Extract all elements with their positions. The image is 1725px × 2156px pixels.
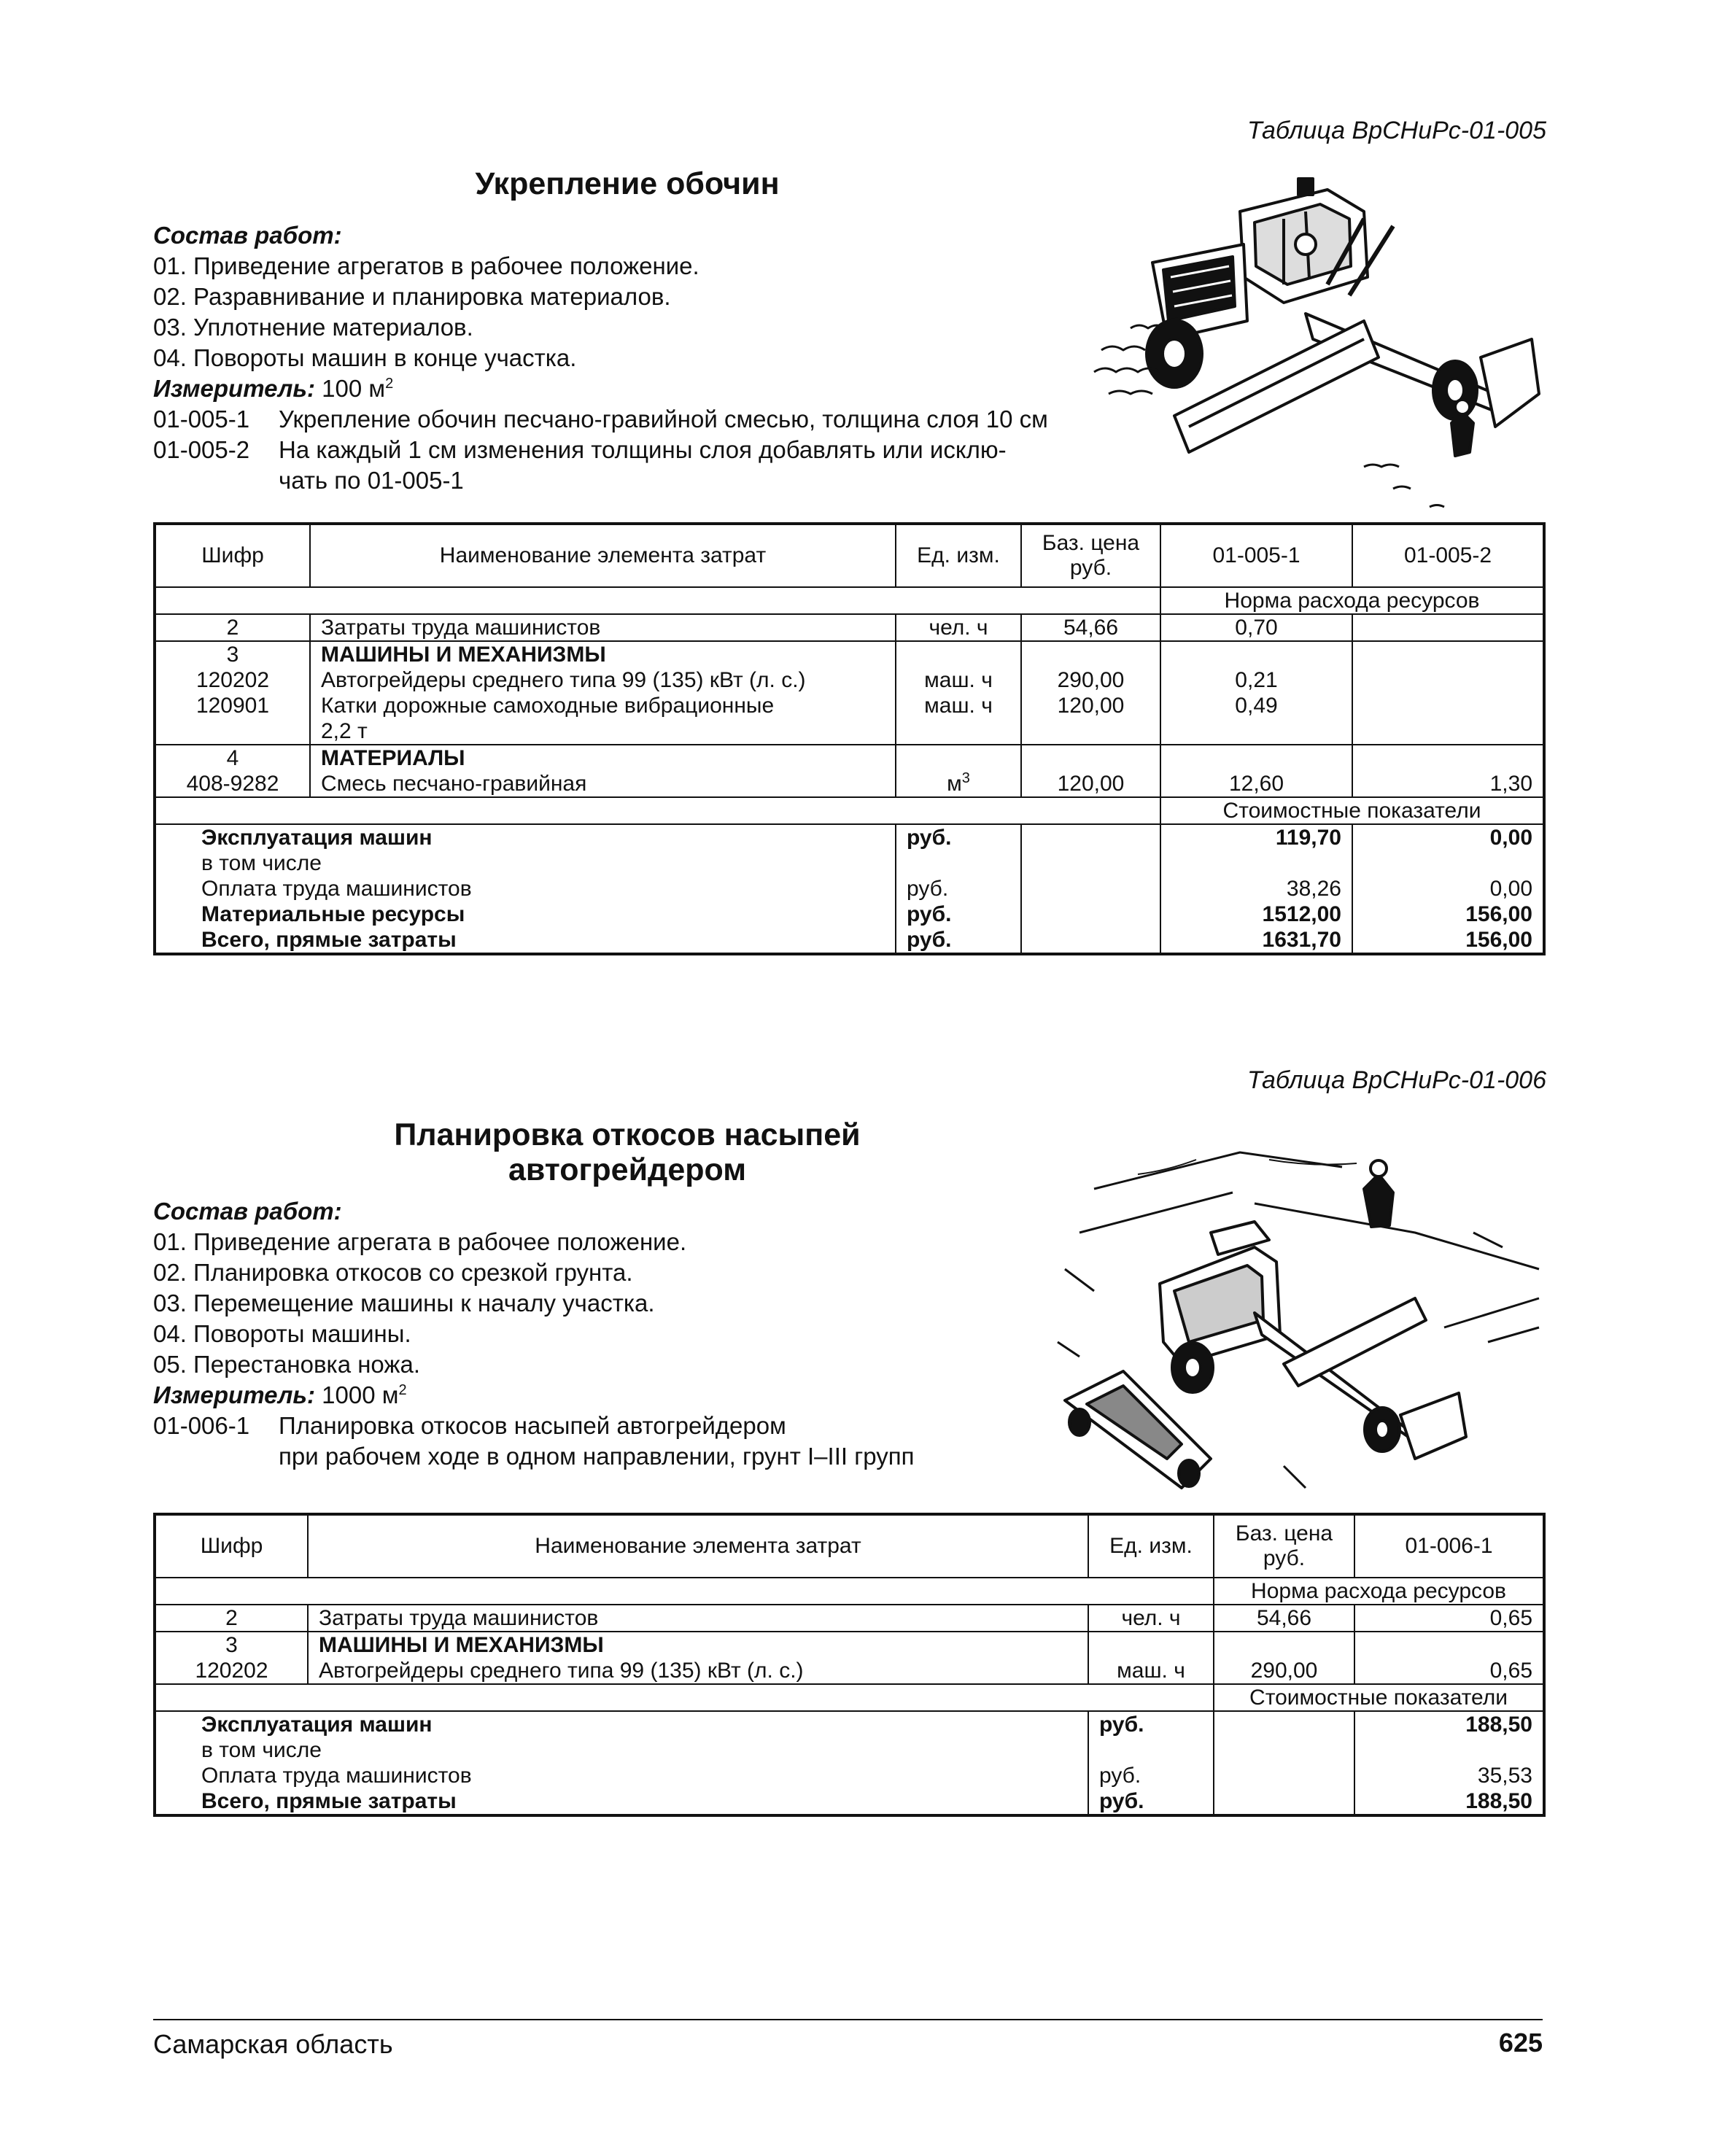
unit-cell: маш. ч [896, 693, 1021, 718]
value-cell: 1,30 [1352, 771, 1544, 797]
value-cell: 0,00 [1352, 824, 1544, 850]
meter-label: Измеритель: [153, 1381, 315, 1408]
price-cell: 54,66 [1214, 1605, 1354, 1632]
work-step: 04. Повороты машины. [153, 1320, 411, 1347]
work-step: 03. Перемещение машины к началу участка. [153, 1290, 655, 1317]
cost-label: Стоимостные показатели [1160, 797, 1544, 824]
header-cell: 01-005-1 [1160, 524, 1352, 587]
work-step: 03. Уплотнение материалов. [153, 314, 473, 341]
name-cell: Затраты труда машинистов [310, 614, 896, 641]
work-step: 02. Разравнивание и планировка материалов. [153, 283, 671, 310]
group-heading: МАТЕРИАЛЫ [310, 745, 896, 771]
value-cell: 156,00 [1352, 901, 1544, 927]
unit-text: м [947, 772, 962, 796]
unit-cell: руб. [896, 876, 1021, 901]
resource-table-01-006 [153, 1513, 1546, 1817]
cost-row [155, 1763, 1544, 1788]
unit-cell: руб. [896, 927, 1021, 954]
table-reference: Таблица ВрСНиРс-01-005 [1247, 117, 1546, 144]
table-row [155, 667, 1544, 693]
norm-label: Норма расхода ресурсов [1160, 587, 1544, 614]
value-cell: 1512,00 [1160, 901, 1352, 927]
unit-cell [896, 771, 1021, 797]
title-line: автогрейдером [508, 1152, 747, 1188]
cost-name: Материальные ресурсы [201, 902, 465, 926]
price-cell: 120,00 [1021, 693, 1160, 718]
value-cell: 156,00 [1352, 927, 1544, 954]
cost-name: в том числе [201, 851, 322, 875]
table-reference: Таблица ВрСНиРс-01-006 [1247, 1066, 1546, 1094]
unit-cell: руб. [896, 901, 1021, 927]
meter-sup: 2 [398, 1382, 407, 1398]
unit-cell: маш. ч [1088, 1658, 1214, 1684]
code-cell: 3 [155, 641, 310, 667]
price-cell: 290,00 [1214, 1658, 1354, 1684]
item-code: 01-005-2 [153, 436, 250, 463]
cost-name: Всего, прямые затраты [201, 928, 457, 952]
code-cell: 4 [155, 745, 310, 771]
cost-name: Оплата труда машинистов [201, 877, 472, 901]
name-cell: Затраты труда машинистов [308, 1605, 1088, 1632]
value-cell: 12,60 [1160, 771, 1352, 797]
value-cell: 119,70 [1160, 824, 1352, 850]
work-label: Состав работ: [153, 1198, 342, 1225]
meter-line [153, 373, 1048, 404]
value-cell: 0,70 [1160, 614, 1352, 641]
cost-name: Эксплуатация машин [155, 1711, 1088, 1737]
footer-divider [153, 2019, 1543, 2020]
footer-region: Самарская область [153, 2029, 393, 2059]
table-header-row [155, 524, 1544, 587]
table-row [155, 1632, 1544, 1658]
item-text: На каждый 1 см изменения толщины слоя добавлять или исклю- [279, 436, 1007, 463]
meter-value: 1000 м [322, 1381, 399, 1408]
header-cell: Ед. изм. [1088, 1514, 1214, 1578]
cost-row [155, 901, 1544, 927]
cost-name: Всего, прямые затраты [201, 1789, 457, 1813]
cost-label-row [155, 797, 1544, 824]
item-continuation: при рабочем ходе в одном направлении, грунт I–III групп [279, 1443, 915, 1470]
value-cell: 0,00 [1352, 876, 1544, 901]
cost-row [155, 824, 1544, 850]
work-step: 04. Повороты машин в конце участка. [153, 344, 577, 371]
cost-name: Оплата труда машинистов [201, 1764, 472, 1788]
cost-name: Эксплуатация машин [155, 824, 896, 850]
value-cell: 38,26 [1160, 876, 1352, 901]
group-heading: МАШИНЫ И МЕХАНИЗМЫ [308, 1632, 1088, 1658]
header-cell: Наименование элемента затрат [310, 524, 896, 587]
cost-label-row [155, 1684, 1544, 1711]
table-row [155, 771, 1544, 797]
table-row [155, 641, 1544, 667]
value-cell: 1631,70 [1160, 927, 1352, 954]
cost-row [155, 1711, 1544, 1737]
resource-table-01-005 [153, 522, 1546, 955]
work-label: Состав работ: [153, 222, 342, 249]
price-cell: 120,00 [1021, 771, 1160, 797]
code-cell: 120901 [195, 694, 270, 718]
item-continuation: чать по 01-005-1 [279, 467, 464, 494]
item-code: 01-006-1 [153, 1412, 250, 1439]
code-cell: 2 [155, 614, 310, 641]
work-step: 02. Планировка откосов со срезкой грунта. [153, 1259, 633, 1286]
value-cell: 188,50 [1354, 1788, 1544, 1815]
norm-label-row [155, 587, 1544, 614]
value-cell: 0,65 [1354, 1605, 1544, 1632]
name-cell: Катки дорожные самоходные вибрационные [310, 693, 896, 718]
table-row [155, 693, 1544, 718]
meter-value: 100 м [322, 375, 386, 402]
meter-line [153, 1380, 914, 1411]
header-cell: Шифр [155, 1514, 308, 1578]
item-text: Укрепление обочин песчано-гравийной смесью, толщина слоя 10 см [279, 406, 1048, 433]
section-title: Укрепление обочин [475, 166, 780, 201]
meter-sup: 2 [385, 376, 394, 392]
unit-cell: маш. ч [896, 667, 1021, 693]
page-number: 625 [1498, 2028, 1543, 2058]
unit-cell: чел. ч [1088, 1605, 1214, 1632]
value-cell: 0,21 [1160, 667, 1352, 693]
header-cell: Ед. изм. [896, 524, 1021, 587]
code-cell: 408-9282 [186, 772, 279, 796]
cost-row [155, 1737, 1544, 1763]
item-line [153, 435, 1048, 465]
header-cell: Баз. цена руб. [1214, 1514, 1354, 1578]
value-cell [1352, 693, 1544, 718]
header-cell: 01-006-1 [1354, 1514, 1544, 1578]
header-cell: 01-005-2 [1352, 524, 1544, 587]
item-line [153, 404, 1048, 435]
work-step: 05. Перестановка ножа. [153, 1351, 421, 1378]
value-cell [1352, 667, 1544, 693]
code-cell: 120202 [195, 668, 270, 692]
code-cell [155, 718, 310, 745]
name-cell: 2,2 т [310, 718, 896, 745]
meter-label: Измеритель: [153, 375, 315, 402]
unit-cell: руб. [1088, 1763, 1214, 1788]
table-row [155, 745, 1544, 771]
unit-cell: чел. ч [896, 614, 1021, 641]
cost-row [155, 927, 1544, 954]
table-header-row [155, 1514, 1544, 1578]
cost-row [155, 876, 1544, 901]
name-cell: Автогрейдеры среднего типа 99 (135) кВт (л. с.) [310, 667, 896, 693]
unit-cell: руб. [1088, 1711, 1214, 1737]
value-cell: 0,65 [1354, 1658, 1544, 1684]
work-composition [153, 220, 1048, 496]
unit-sup: 3 [961, 770, 970, 786]
table-row [155, 1605, 1544, 1632]
norm-label-row [155, 1578, 1544, 1605]
header-cell: Баз. цена руб. [1021, 524, 1160, 587]
work-step: 01. Приведение агрегатов в рабочее положение. [153, 252, 699, 279]
cost-label: Стоимостные показатели [1214, 1684, 1544, 1711]
group-heading: МАШИНЫ И МЕХАНИЗМЫ [310, 641, 896, 667]
code-cell: 3 [155, 1632, 308, 1658]
value-cell: 188,50 [1354, 1711, 1544, 1737]
work-composition [153, 1196, 914, 1472]
table-row [155, 614, 1544, 641]
title-line: Планировка откосов насыпей [394, 1117, 861, 1152]
header-cell: Шифр [155, 524, 310, 587]
item-code: 01-005-1 [153, 406, 250, 433]
unit-cell: руб. [1088, 1788, 1214, 1815]
code-cell: 120202 [195, 1659, 268, 1683]
work-step: 01. Приведение агрегата в рабочее положение. [153, 1228, 687, 1255]
item-line [153, 1411, 914, 1441]
name-cell: Смесь песчано-гравийная [310, 771, 896, 797]
section-title [306, 1117, 948, 1187]
price-cell: 290,00 [1021, 667, 1160, 693]
motor-grader-icon [1087, 175, 1554, 518]
cost-row [155, 850, 1544, 876]
norm-label: Норма расхода ресурсов [1214, 1578, 1544, 1605]
value-cell: 0,49 [1160, 693, 1352, 718]
table-row [155, 1658, 1544, 1684]
value-cell: 35,53 [1354, 1763, 1544, 1788]
unit-cell: руб. [896, 824, 1021, 850]
name-cell: Автогрейдеры среднего типа 99 (135) кВт (л. с.) [308, 1658, 1088, 1684]
code-cell: 2 [155, 1605, 308, 1632]
grader-slope-icon [1036, 1123, 1546, 1502]
price-cell: 54,66 [1021, 614, 1160, 641]
cost-name: в том числе [201, 1738, 322, 1762]
value-cell [1352, 614, 1544, 641]
item-text: Планировка откосов насыпей автогрейдером [279, 1412, 786, 1439]
table-row [155, 718, 1544, 745]
cost-row [155, 1788, 1544, 1815]
header-cell: Наименование элемента затрат [308, 1514, 1088, 1578]
